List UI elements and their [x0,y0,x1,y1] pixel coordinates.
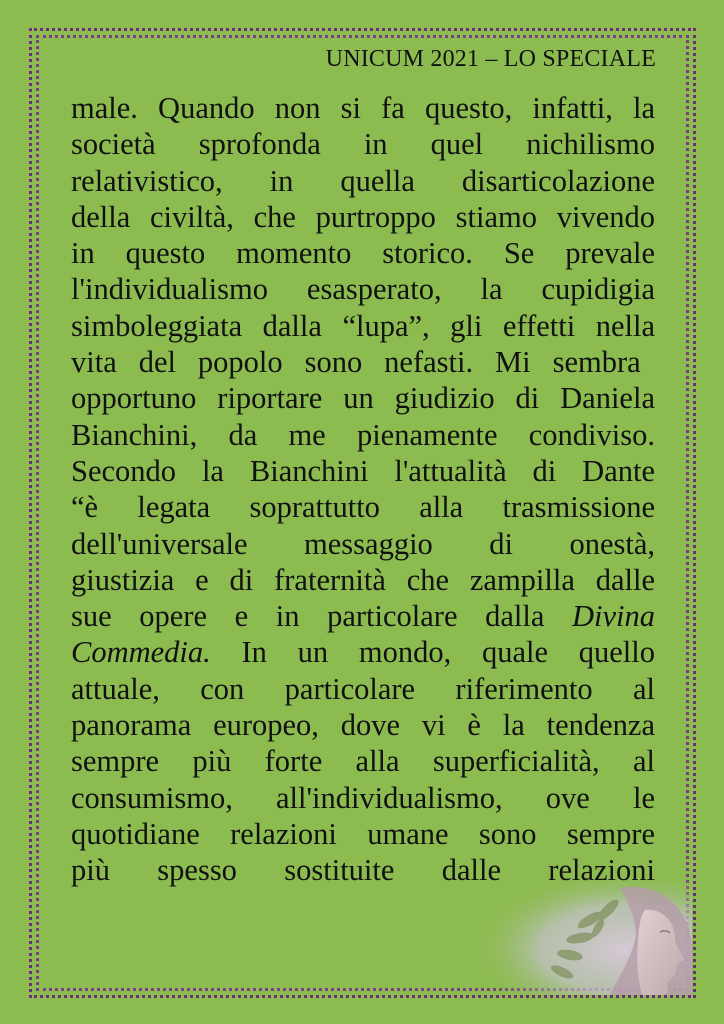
text-fragment: In un mondo, quale quello [210,635,655,670]
italic-title-fragment: Divina [571,599,655,634]
text-line: giustizia e di fraternità che zampilla dalle [71,562,655,597]
text-line: panorama europeo, dove vi è la tendenza [71,708,655,743]
text-line: Bianchini, da me pienamente condiviso. [71,417,655,452]
italic-title-fragment: Commedia. [71,635,211,670]
text-line: quotidiane relazioni umane sono sempre [71,816,655,851]
dante-portrait-icon [470,880,692,995]
page-header: UNICUM 2021 – LO SPECIALE [325,46,656,72]
body-text [71,90,655,889]
text-line: sempre più forte alla superficialità, al [71,744,655,779]
text-line: dell'universale messaggio di onestà, [71,526,655,561]
text-line: “è legata soprattutto alla trasmissione [71,490,655,525]
text-line: Secondo la Bianchini l'attualità di Dante [71,453,655,488]
text-line: l'individualismo esasperato, la cupidigia [71,272,655,307]
text-line: in questo momento storico. Se prevale [71,236,655,271]
text-line: male. Quando non si fa questo, infatti, la [71,91,655,125]
text-line [71,598,655,634]
text-line [71,634,655,670]
text-fragment: sue opere e in particolare dalla [71,599,572,634]
text-line: consumismo, all'individualismo, ove le [71,780,655,815]
text-line: attuale, con particolare riferimento al [71,671,655,706]
text-line: vita del popolo sono nefasti. Mi sembra [71,345,641,380]
text-line: società sprofonda in quel nichilismo [71,127,655,162]
text-line: più spesso sostituite dalle relazioni [71,853,655,888]
text-line: opportuno riportare un giudizio di Daniela [71,381,655,416]
text-line: simboleggiata dalla “lupa”, gli effetti nella [71,308,655,343]
text-line: della civiltà, che purtroppo stiamo vivendo [71,199,655,234]
text-line: relativistico, in quella disarticolazione [71,163,655,198]
